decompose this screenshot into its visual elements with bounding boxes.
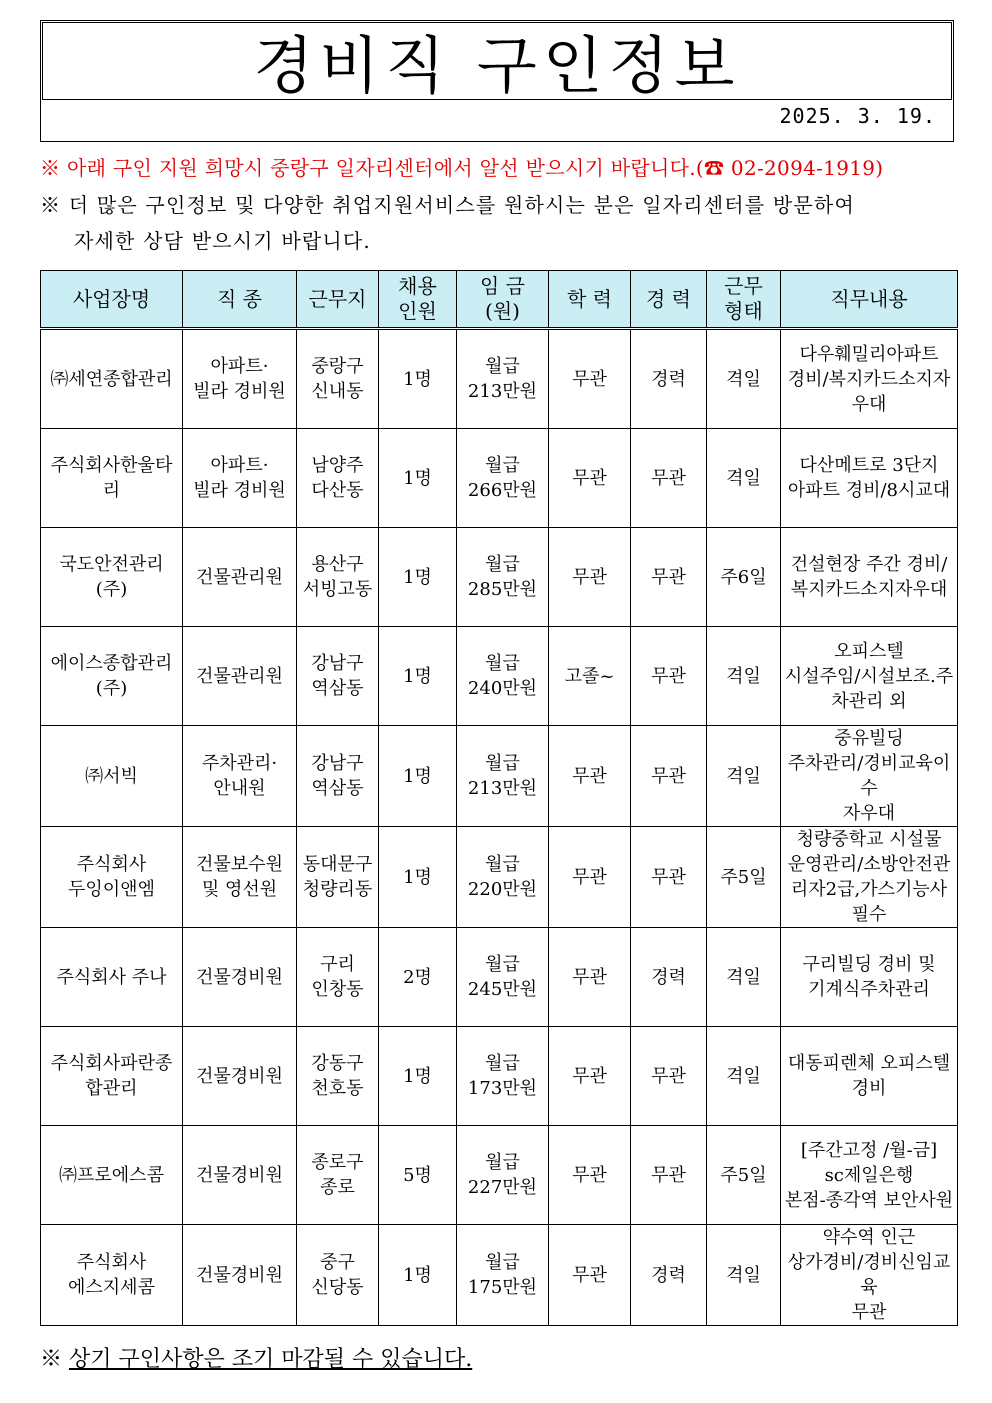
cell-headcount: 1명 (379, 329, 457, 429)
col-experience: 경 력 (631, 271, 707, 329)
table-row (41, 1027, 958, 1126)
table-row (41, 329, 958, 429)
cell-headcount: 1명 (379, 627, 457, 726)
cell-work-type: 주5일 (707, 827, 781, 928)
col-wage: 임 금 (원) (457, 271, 549, 329)
cell-location: 강남구 역삼동 (297, 726, 379, 827)
cell-company: ㈜서빅 (41, 726, 183, 827)
cell-job-type: 건물관리원 (183, 528, 297, 627)
notice-more-info-cont: 자세한 상담 받으시기 바랍니다. (74, 229, 371, 253)
cell-wage: 월급 175만원 (457, 1225, 549, 1326)
cell-wage: 월급 213만원 (457, 726, 549, 827)
cell-work-type: 격일 (707, 928, 781, 1027)
table-row (41, 827, 958, 928)
cell-company: 주식회사한울타리 (41, 429, 183, 528)
notice-apply: ※ 아래 구인 지원 희망시 중랑구 일자리센터에서 알선 받으시기 바랍니다.(☎ 02-2094-1919) (40, 156, 884, 180)
cell-experience: 무관 (631, 528, 707, 627)
cell-work-type: 격일 (707, 1225, 781, 1326)
cell-job-type: 건물경비원 (183, 1225, 297, 1326)
cell-job-type: 건물관리원 (183, 627, 297, 726)
cell-education: 무관 (549, 1027, 631, 1126)
cell-experience: 경력 (631, 329, 707, 429)
cell-wage: 월급 240만원 (457, 627, 549, 726)
cell-company: ㈜프로에스콤 (41, 1126, 183, 1225)
cell-duties: 약수역 인근 상가경비/경비신임교육 무관 (781, 1225, 958, 1326)
table-row (41, 627, 958, 726)
cell-location: 동대문구 청량리동 (297, 827, 379, 928)
cell-company: 주식회사 두잉이앤엠 (41, 827, 183, 928)
cell-company: 국도안전관리 (주) (41, 528, 183, 627)
cell-wage: 월급 220만원 (457, 827, 549, 928)
job-table (40, 270, 958, 1326)
col-work-type: 근무 형태 (707, 271, 781, 329)
cell-education: 무관 (549, 827, 631, 928)
cell-location: 중구 신당동 (297, 1225, 379, 1326)
cell-education: 무관 (549, 329, 631, 429)
cell-duties: 건설현장 주간 경비/ 복지카드소지자우대 (781, 528, 958, 627)
cell-headcount: 1명 (379, 1225, 457, 1326)
cell-job-type: 건물경비원 (183, 1027, 297, 1126)
cell-job-type: 주차관리· 안내원 (183, 726, 297, 827)
col-location: 근무지 (297, 271, 379, 329)
cell-work-type: 격일 (707, 627, 781, 726)
cell-duties: 다산메트로 3단지 아파트 경비/8시교대 (781, 429, 958, 528)
cell-work-type: 격일 (707, 1027, 781, 1126)
cell-experience: 무관 (631, 1126, 707, 1225)
cell-work-type: 주6일 (707, 528, 781, 627)
cell-headcount: 2명 (379, 928, 457, 1027)
cell-company: ㈜세연종합관리 (41, 329, 183, 429)
cell-location: 용산구 서빙고동 (297, 528, 379, 627)
cell-job-type: 건물경비원 (183, 1126, 297, 1225)
footer-mark: ※ (40, 1347, 69, 1372)
cell-experience: 무관 (631, 1027, 707, 1126)
cell-work-type: 격일 (707, 726, 781, 827)
cell-location: 강남구 역삼동 (297, 627, 379, 726)
cell-wage: 월급 227만원 (457, 1126, 549, 1225)
cell-headcount: 5명 (379, 1126, 457, 1225)
cell-duties: 다우훼밀리아파트 경비/복지카드소지자 우대 (781, 329, 958, 429)
cell-experience: 무관 (631, 827, 707, 928)
cell-job-type: 건물경비원 (183, 928, 297, 1027)
cell-education: 무관 (549, 928, 631, 1027)
table-row (41, 429, 958, 528)
cell-company: 에이스종합관리 (주) (41, 627, 183, 726)
cell-wage: 월급 213만원 (457, 329, 549, 429)
cell-company: 주식회사 주나 (41, 928, 183, 1027)
cell-location: 구리 인창동 (297, 928, 379, 1027)
cell-wage: 월급 285만원 (457, 528, 549, 627)
table-header-row (41, 271, 958, 329)
cell-duties: [주간고정 /월-금] sc제일은행 본점-종각역 보안사원 (781, 1126, 958, 1225)
footer-text: 상기 구인사항은 조기 마감될 수 있습니다. (69, 1347, 473, 1372)
table-row (41, 928, 958, 1027)
notice-more-info: ※ 더 많은 구인정보 및 다양한 취업지원서비스를 원하시는 분은 일자리센터를 방문하여 (40, 193, 855, 217)
cell-job-type: 아파트· 빌라 경비원 (183, 429, 297, 528)
table-row (41, 1126, 958, 1225)
table-row (41, 726, 958, 827)
cell-duties: 구리빌딩 경비 및 기계식주차관리 (781, 928, 958, 1027)
cell-location: 강동구 천호동 (297, 1027, 379, 1126)
cell-location: 중랑구 신내동 (297, 329, 379, 429)
col-job-type: 직 종 (183, 271, 297, 329)
cell-experience: 경력 (631, 928, 707, 1027)
cell-experience: 경력 (631, 1225, 707, 1326)
cell-location: 남양주 다산동 (297, 429, 379, 528)
cell-headcount: 1명 (379, 726, 457, 827)
title-inner-frame (42, 22, 952, 100)
table-row (41, 1225, 958, 1326)
cell-duties: 대동피렌체 오피스텔 경비 (781, 1027, 958, 1126)
cell-headcount: 1명 (379, 1027, 457, 1126)
posting-date: 2025. 3. 19. (779, 104, 936, 128)
page-title: 경비직 구인정보 (253, 29, 741, 102)
cell-education: 무관 (549, 726, 631, 827)
cell-education: 무관 (549, 1225, 631, 1326)
cell-education: 무관 (549, 528, 631, 627)
table-row (41, 528, 958, 627)
cell-work-type: 격일 (707, 429, 781, 528)
cell-education: 무관 (549, 1126, 631, 1225)
cell-company: 주식회사 에스지세콤 (41, 1225, 183, 1326)
footer-note (40, 1342, 472, 1373)
cell-education: 고졸~ (549, 627, 631, 726)
cell-wage: 월급 266만원 (457, 429, 549, 528)
cell-education: 무관 (549, 429, 631, 528)
cell-wage: 월급 245만원 (457, 928, 549, 1027)
col-company: 사업장명 (41, 271, 183, 329)
cell-duties: 오피스텔 시설주임/시설보조.주 차관리 외 (781, 627, 958, 726)
cell-wage: 월급 173만원 (457, 1027, 549, 1126)
cell-work-type: 주5일 (707, 1126, 781, 1225)
cell-headcount: 1명 (379, 827, 457, 928)
cell-location: 종로구 종로 (297, 1126, 379, 1225)
col-duties: 직무내용 (781, 271, 958, 329)
cell-experience: 무관 (631, 429, 707, 528)
cell-headcount: 1명 (379, 528, 457, 627)
col-education: 학 력 (549, 271, 631, 329)
cell-headcount: 1명 (379, 429, 457, 528)
cell-experience: 무관 (631, 726, 707, 827)
cell-duties: 중유빌딩 주차관리/경비교육이수 자우대 (781, 726, 958, 827)
cell-job-type: 건물보수원 및 영선원 (183, 827, 297, 928)
cell-experience: 무관 (631, 627, 707, 726)
cell-job-type: 아파트· 빌라 경비원 (183, 329, 297, 429)
cell-duties: 청량중학교 시설물 운영관리/소방안전관 리자2급,가스기능사 필수 (781, 827, 958, 928)
col-headcount: 채용 인원 (379, 271, 457, 329)
cell-company: 주식회사파란종 합관리 (41, 1027, 183, 1126)
cell-work-type: 격일 (707, 329, 781, 429)
